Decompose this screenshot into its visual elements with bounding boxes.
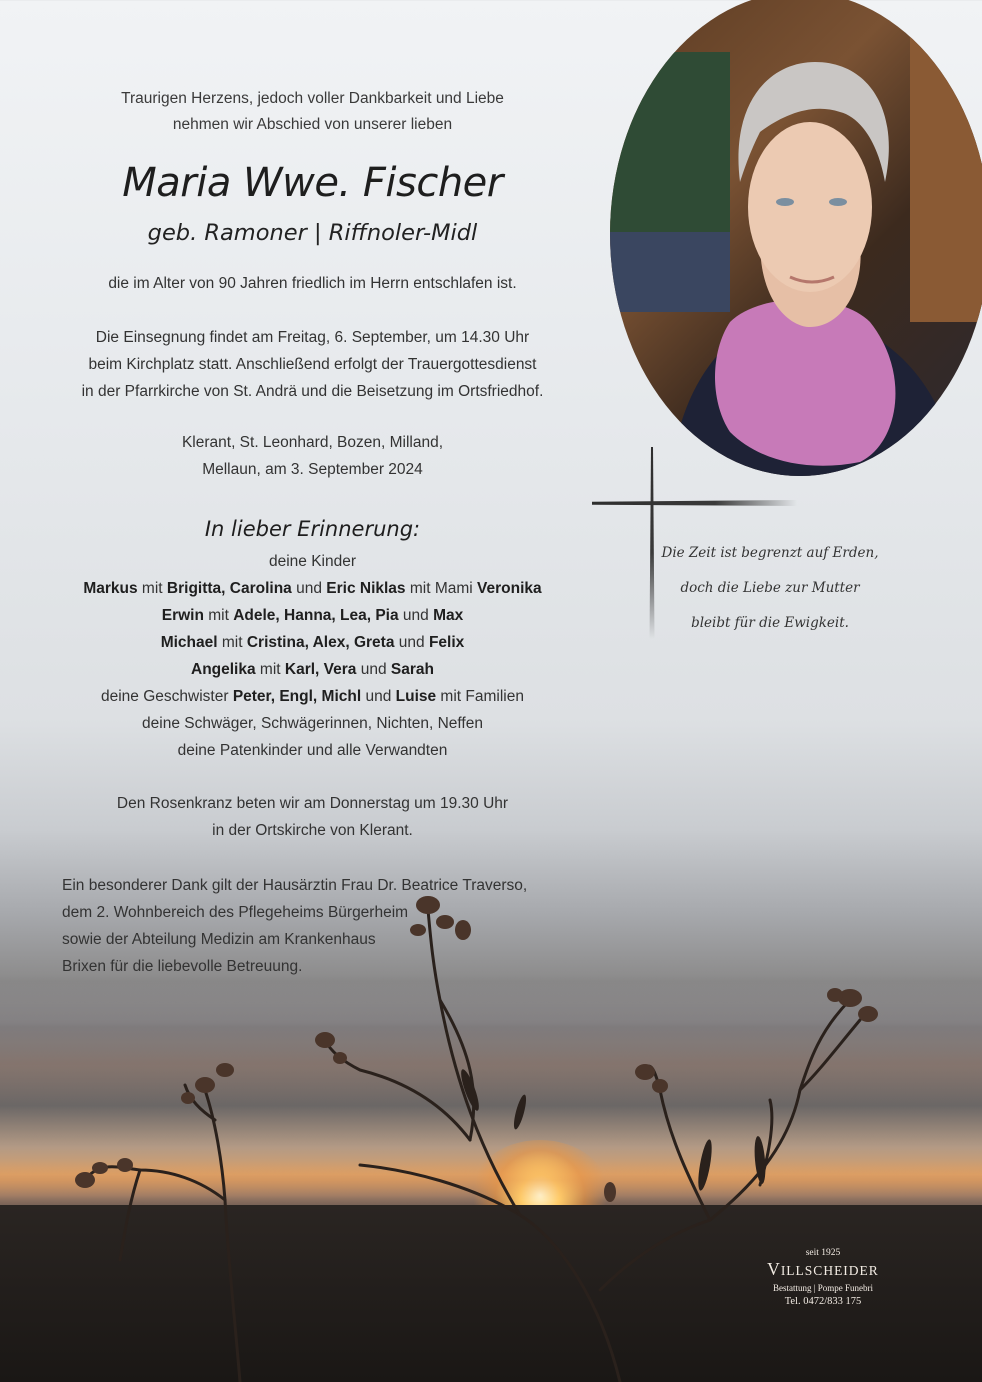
family-row (40, 602, 585, 629)
funeral-line: in der Pfarrkirche von St. Andrä und die Beisetzung im Ortsfriedhof. (81, 383, 544, 400)
rosary-info (40, 790, 585, 844)
family-text: und (291, 580, 327, 597)
family-text: und (356, 661, 391, 678)
family-text: mit (255, 661, 285, 678)
family-row (40, 683, 585, 710)
thanks-line: Ein besonderer Dank gilt der Hausärztin Frau Dr. Beatrice Traverso, (62, 877, 528, 894)
logo-brand-rest: ILLSCHEIDER (780, 1263, 879, 1278)
family-name: Erwin (161, 607, 204, 624)
family-name: Angelika (191, 661, 256, 678)
family-text: deine Geschwister (101, 688, 233, 705)
logo-since: seit 1925 (805, 1248, 841, 1258)
family-row (40, 629, 585, 656)
family-text: mit Familien (436, 688, 524, 705)
age-statement: die im Alter von 90 Jahren friedlich im Herrn entschlafen ist. (108, 275, 517, 292)
family-name: Veronika (477, 580, 542, 597)
family-text: mit (203, 607, 234, 624)
thanks-line: dem 2. Wohnbereich des Pflegeheims Bürgerheim (62, 904, 409, 921)
memorial-quote (660, 536, 880, 641)
family-row (40, 575, 585, 602)
date-line: Mellaun, am 3. September 2024 (202, 461, 423, 478)
funeral-home-logo (744, 1248, 902, 1308)
portrait-image (610, 0, 982, 476)
quote-line: bleibt für die Ewigkeit. (691, 615, 849, 631)
intro-text (40, 86, 585, 138)
portrait-photo (610, 0, 982, 476)
place-date (40, 429, 585, 483)
family-text: und (398, 607, 434, 624)
family-name: Eric Niklas (326, 580, 406, 597)
family-name: Felix (428, 634, 465, 651)
family-name: Adele, Hanna, Lea, Pia (233, 607, 399, 624)
funeral-line: beim Kirchplatz statt. Anschließend erfolgt der Trauergottesdienst (88, 356, 537, 373)
deceased-name: Maria Wwe. Fischer (122, 160, 503, 206)
family-list (40, 548, 585, 764)
place-line: Klerant, St. Leonhard, Bozen, Milland, (181, 434, 444, 451)
rosary-line: in der Ortskirche von Klerant. (212, 822, 413, 839)
thanks-text (62, 872, 527, 980)
family-name: Michael (160, 634, 218, 651)
family-text: mit (137, 580, 167, 597)
family-name: Peter, Engl, Michl (232, 688, 362, 705)
family-text: mit Mami (405, 580, 478, 597)
logo-tagline: Bestattung | Pompe Funebri (772, 1283, 874, 1293)
family-name: Karl, Vera (284, 661, 357, 678)
thanks-line: Brixen für die liebevolle Betreuung. (62, 958, 303, 975)
children-label: deine Kinder (268, 553, 357, 570)
family-text: mit (217, 634, 247, 651)
family-name: Cristina, Alex, Greta (246, 634, 395, 651)
logo-brand (744, 1259, 902, 1281)
family-text: und (394, 634, 429, 651)
family-row: deine Schwäger, Schwägerinnen, Nichten, Neffen (142, 715, 483, 732)
thanks-line: sowie der Abteilung Medizin am Krankenhaus (62, 931, 376, 948)
funeral-details (40, 324, 585, 405)
logo-brand-initial: V (767, 1259, 781, 1279)
family-name: Max (433, 607, 464, 624)
intro-line: nehmen wir Abschied von unserer lieben (172, 116, 453, 133)
intro-line: Traurigen Herzens, jedoch voller Dankbarkeit und Liebe (121, 90, 504, 107)
family-name: Brigitta, Carolina (166, 580, 292, 597)
rosary-line: Den Rosenkranz beten wir am Donnerstag um 19.30 Uhr (116, 795, 509, 812)
family-text: und (361, 688, 396, 705)
deceased-birth-name: geb. Ramoner | Riffnoler-Midl (147, 220, 478, 246)
family-name: Luise (395, 688, 437, 705)
funeral-line: Die Einsegnung findet am Freitag, 6. September, um 14.30 Uhr (95, 329, 530, 346)
family-row (40, 656, 585, 683)
family-name: Sarah (390, 661, 434, 678)
family-row: deine Patenkinder und alle Verwandten (177, 742, 448, 759)
quote-line: Die Zeit ist begrenzt auf Erden, (661, 545, 879, 561)
family-name: Markus (83, 580, 138, 597)
logo-phone: Tel. 0472/833 175 (784, 1296, 862, 1307)
quote-line: doch die Liebe zur Mutter (680, 580, 860, 596)
memory-heading: In lieber Erinnerung: (204, 517, 421, 541)
